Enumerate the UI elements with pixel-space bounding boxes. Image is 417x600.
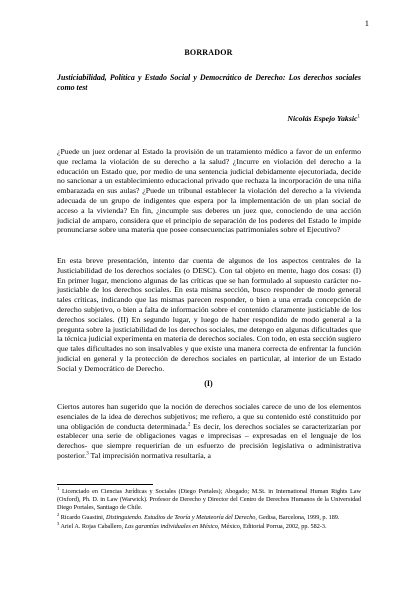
footnote-text: Gedisa, Barcelona, 1999, p. 189. bbox=[256, 513, 340, 521]
paragraph-3 bbox=[57, 402, 361, 461]
section-heading: (I) bbox=[204, 379, 213, 388]
footnote-text: México, Editorial Porrua, 2002, pp. 582-3. bbox=[219, 522, 327, 530]
footnote-text: Ricardo Guastini, bbox=[59, 513, 106, 521]
footnote-number: 1 bbox=[57, 485, 60, 491]
footnote-text: Ariel A. Rojas Caballero, bbox=[59, 522, 125, 530]
author-line bbox=[287, 114, 360, 123]
paragraph-3-text-c: Tal imprecisión normativa resultaría, a bbox=[88, 450, 212, 460]
author-footnote-ref[interactable]: 1 bbox=[357, 114, 360, 120]
draft-label: BORRADOR bbox=[184, 48, 233, 57]
footnote-work-title: Las garantías individuales en México, bbox=[124, 522, 220, 530]
footnotes bbox=[57, 485, 361, 532]
footnote-text: Licenciado en Ciencias Jurídicas y Sociales (Diego Portales); Abogado; M.St. in International Human Rights Law (Oxford), Ph. D. in Law (Warwick). Profesor de Derecho y Director del Centro de Derechos Humanos de la Universidad Diego Portales, Santiago de Chile. bbox=[57, 488, 361, 512]
footnote-1 bbox=[57, 485, 361, 513]
paragraph-3-text-a: Ciertos autores han sugerido que la noción de derechos sociales carece de uno de los elementos esenciales de la idea de derechos subjetivos; me refiero, a que su contenido esté constituido por una obligación de conducta determinada. bbox=[57, 402, 361, 431]
footnote-divider bbox=[57, 484, 153, 485]
footnote-2 bbox=[57, 511, 361, 522]
page-number: 1 bbox=[364, 18, 369, 28]
paragraph-2: En esta breve presentación, intento dar cuenta de algunos de los aspectos centrales de la Justiciabilidad de los derechos sociales (o DESC). Con tal objeto en mente, hago dos cosas: (I) En primer lugar, menciono algunas de las críticas que se han formulado al supuesto carácter no-justiciable de los derechos sociales. En esta misma sección, busco responder de modo general tales críticas, indicando que las mismas parecen responder, o bien a una errada concepción de derecho subjetivo, o bien a falta de información sobre el contenido claramente justiciable de los derechos sociales. (II) En segundo lugar, y luego de haber respondido de modo general a la pregunta sobre la justiciabilidad de los derechos sociales, me detengo en algunas dificultades que la técnica judicial experimenta en materia de derechos sociales. Con todo, en esta sección sugiero que tales dificultades no son insalvables y que existe una manera correcta de enfrentar la función judicial en general y la protección de derechos sociales en particular, al interior de un Estado Social y Democrático de Derecho. bbox=[57, 256, 361, 373]
footnote-ref-3[interactable]: 3 bbox=[86, 451, 89, 457]
footnote-number: 3 bbox=[57, 520, 60, 526]
paragraph-3-text-b: Es decir, los derechos sociales se caracterizarían por establecer una serie de obligaciones vagas e imprecisas – expresadas en el lenguaje de los derechos- que siempre requerirían de un esfuerzo de precisión legislativa o administrativa posterior. bbox=[57, 421, 362, 460]
footnote-3 bbox=[57, 520, 361, 531]
footnote-ref-2[interactable]: 2 bbox=[187, 422, 191, 427]
footnote-number: 2 bbox=[57, 511, 60, 517]
paragraph-1: ¿Puede un juez ordenar al Estado la provisión de un tratamiento médico a favor de un enfermo que reclama la violación de su derecho a la salud? ¿Incurre en violación del derecho a la educación un Estado que, por medio de una sentencia judicial debidamente ejecutoriada, decide no sancionar a un establecimiento educacional privado que rechaza la incorporación de una niña embarazada en sus aulas? ¿Puede un tribunal establecer la violación del derecho a la vivienda adecuada de un grupo de indigentes que espera por la implementación de un plan social de acceso a la vivienda? En fin, ¿incumple sus deberes un juez que, conociendo de una acción judicial de amparo, considera que el principio de separación de los poderes del Estado le impide pronunciarse sobre una materia que posee consecuencias patrimoniales sobre el Ejecutivo? bbox=[57, 147, 361, 235]
footnote-work-title: Distinguiendo. Estudios de Teoría y Metateoría del Derecho, bbox=[106, 513, 257, 521]
author-name: Nicolás Espejo Yaksic bbox=[287, 114, 358, 123]
paper-title: Justiciabilidad, Política y Estado Social y Democrático de Derecho: Los derechos sociales como test bbox=[57, 73, 361, 92]
